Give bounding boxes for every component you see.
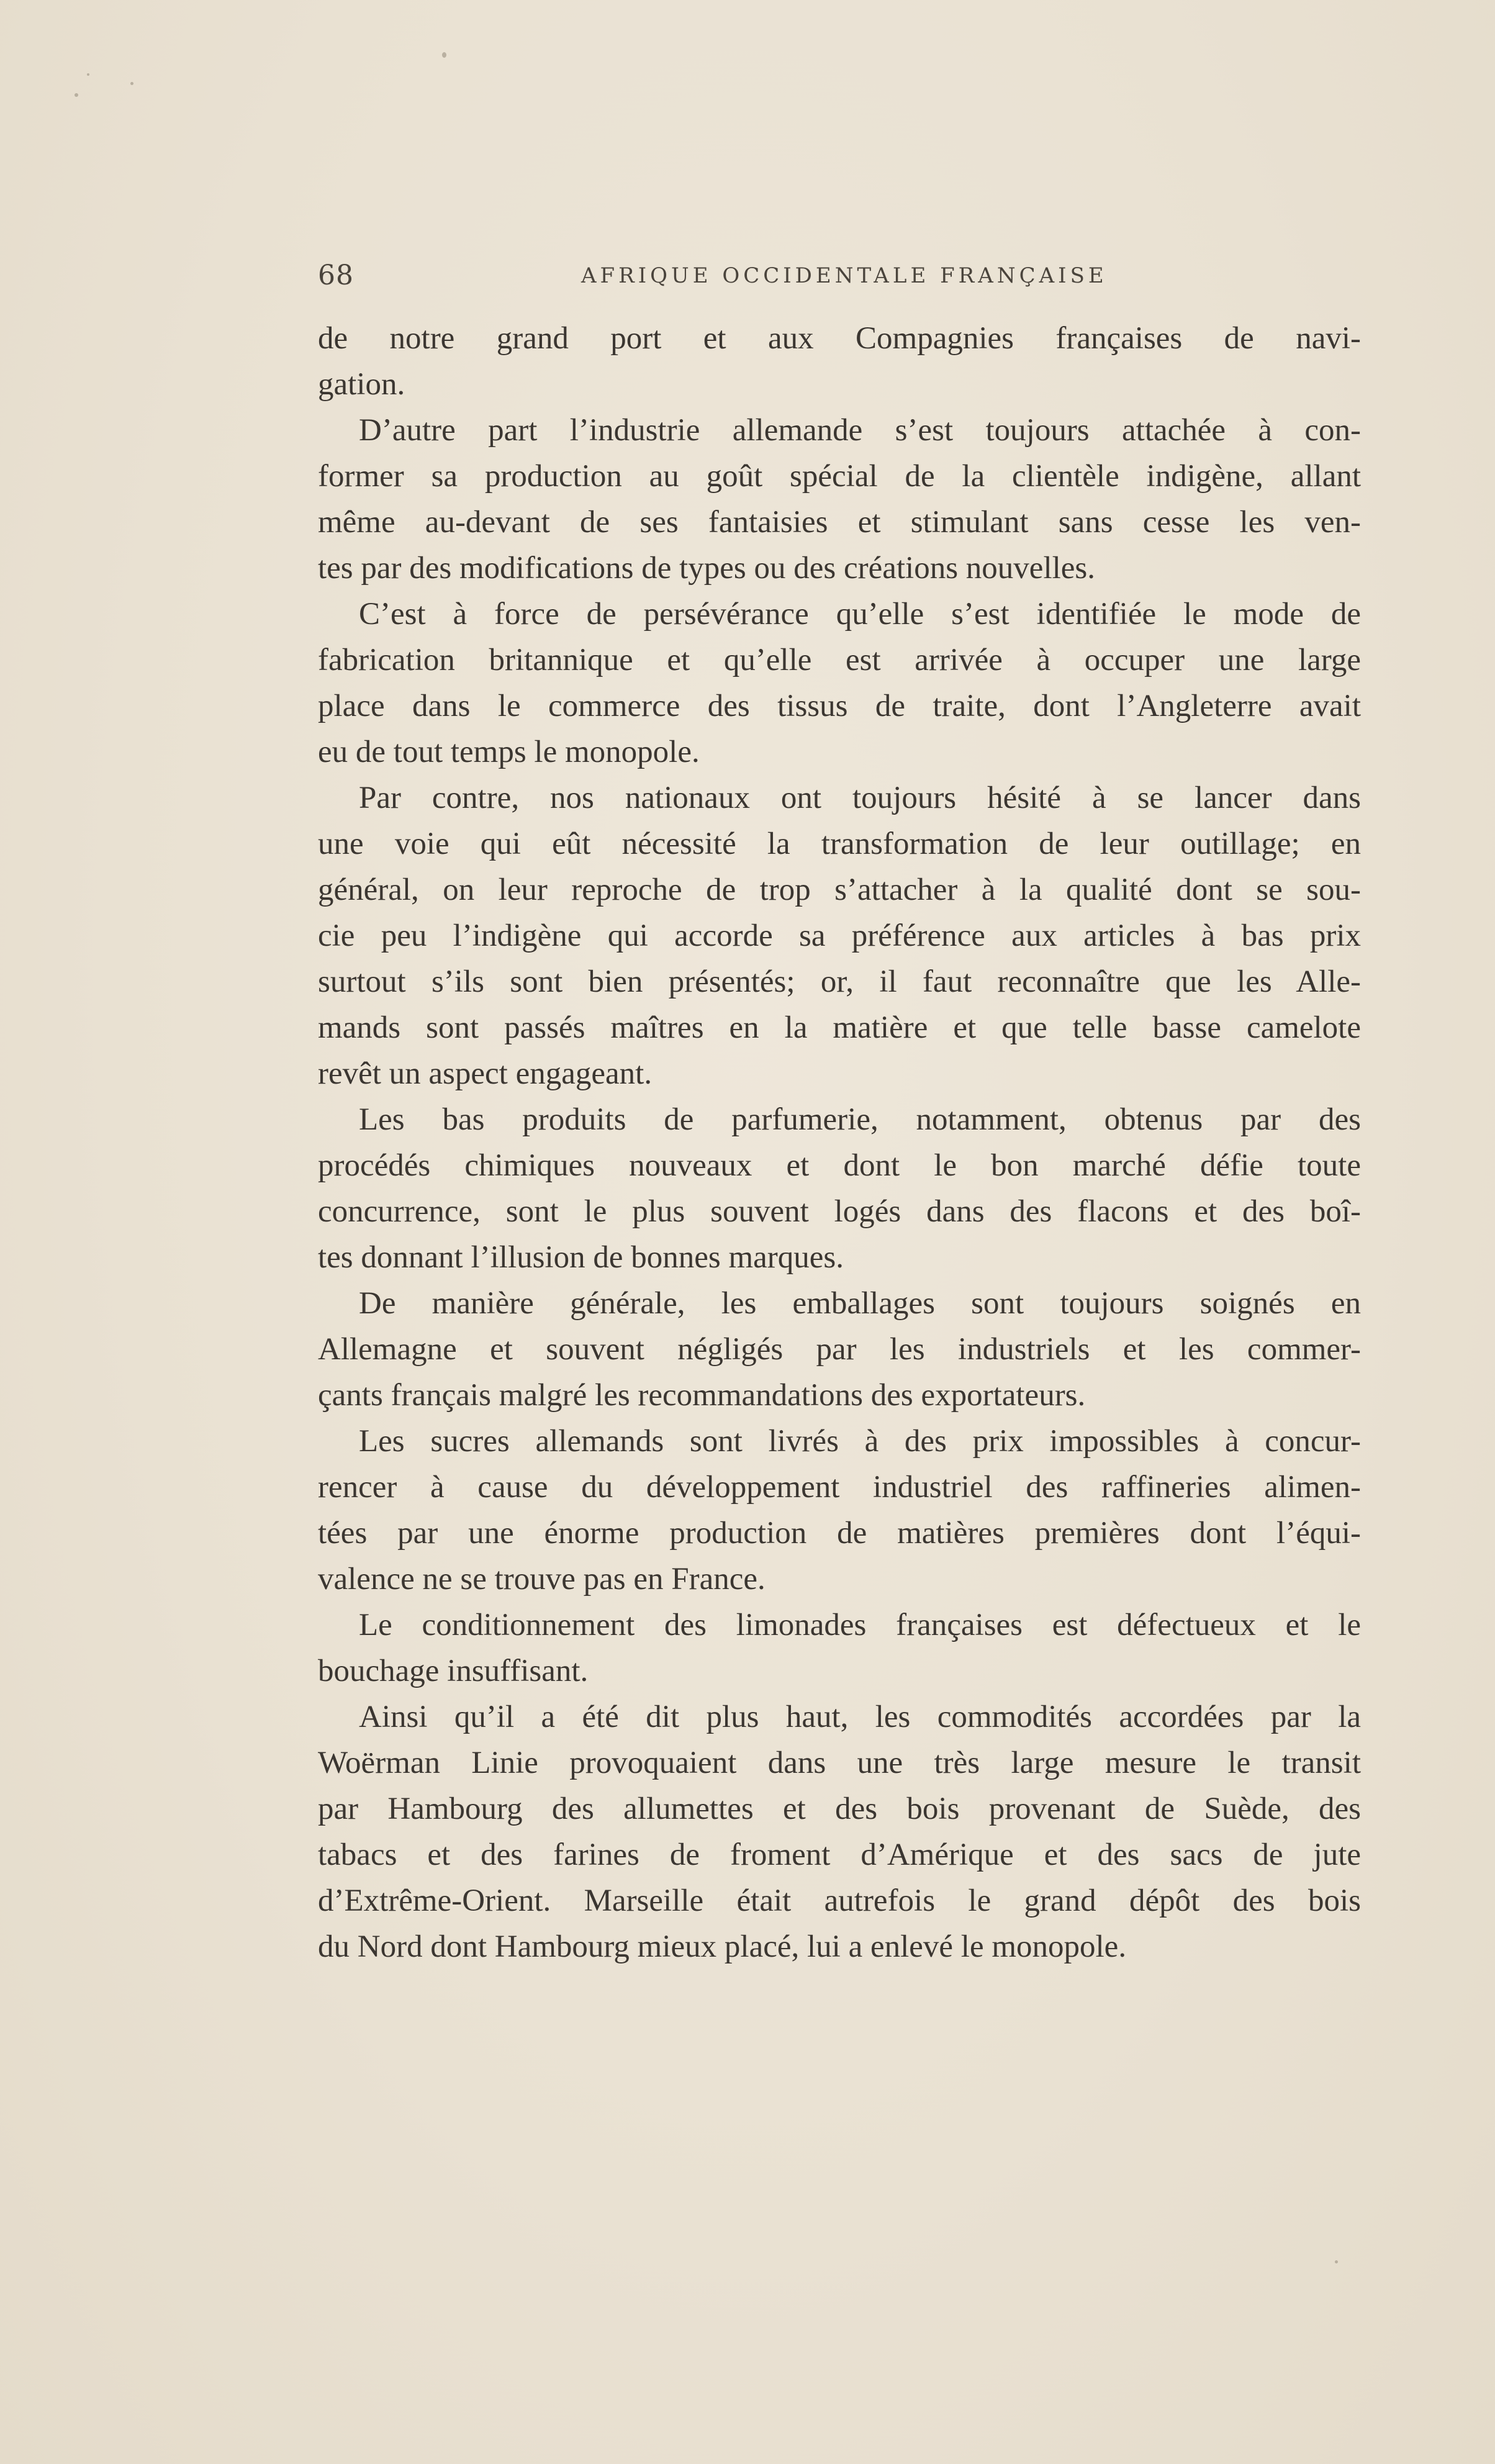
paragraph [318,315,1361,407]
paragraph [318,1694,1361,1970]
body-text [318,315,1361,1970]
text-line: revêt un aspect engageant. [318,1056,653,1091]
paper-speck [87,73,89,76]
paragraph [318,591,1361,775]
paragraph [318,407,1361,591]
text-line: Les sucres allemands sont livrés à des prix impossibles à concur- [359,1424,1361,1459]
paper-speck [1335,2260,1338,2263]
text-line: Les bas produits de parfumerie, notamment, obtenus par des [359,1102,1361,1137]
paper-speck [442,52,446,58]
paragraph [318,1418,1361,1602]
paper-speck [75,93,78,97]
text-line: fabrication britannique et qu’elle est arrivée à occuper une large [318,643,1361,677]
text-line: D’autre part l’industrie allemande s’est toujours attachée à con- [359,413,1361,448]
paragraph [318,1602,1361,1694]
text-line: général, on leur reproche de trop s’attacher à la qualité dont se sou- [318,872,1361,907]
text-line: De manière générale, les emballages sont toujours soignés en [359,1286,1361,1321]
paragraph [318,1280,1361,1418]
text-line: çants français malgré les recommandations des exportateurs. [318,1378,1086,1413]
paper-speck [130,82,133,85]
paragraph [318,775,1361,1097]
text-line: Par contre, nos nationaux ont toujours hésité à se lancer dans [359,781,1361,815]
text-line: de notre grand port et aux Compagnies françaises de navi- [318,321,1361,356]
text-line: Le conditionnement des limonades françaises est défectueux et le [359,1608,1361,1642]
text-line: tées par une énorme production de matières premières dont l’équi- [318,1516,1361,1551]
text-line: surtout s’ils sont bien présentés; or, il faut reconnaître que les Alle- [318,964,1361,999]
page-number: 68 [318,260,354,291]
text-line: bouchage insuffisant. [318,1654,589,1688]
text-line: Ainsi qu’il a été dit plus haut, les commodités accordées par la [359,1700,1361,1734]
text-line: tes par des modifications de types ou des créations nouvelles. [318,551,1096,586]
text-line: du Nord dont Hambourg mieux placé, lui a enlevé le monopole. [318,1929,1127,1964]
text-line: tabacs et des farines de froment d’Amérique et des sacs de jute [318,1837,1361,1872]
page-header [318,260,1361,297]
text-line: d’Extrême-Orient. Marseille était autrefois le grand dépôt des bois [318,1883,1361,1918]
text-line: par Hambourg des allumettes et des bois provenant de Suède, des [318,1791,1361,1826]
running-title: AFRIQUE OCCIDENTALE FRANÇAISE [581,263,1108,288]
text-line: tes donnant l’illusion de bonnes marques. [318,1240,844,1275]
text-line: procédés chimiques nouveaux et dont le bon marché défie toute [318,1148,1361,1183]
text-line: Woërman Linie provoquaient dans une très large mesure le transit [318,1746,1361,1780]
text-line: une voie qui eût nécessité la transformation de leur outillage; en [318,827,1361,861]
paragraph [318,1097,1361,1280]
text-line: rencer à cause du développement industriel des raffineries alimen- [318,1470,1361,1505]
text-line: même au-devant de ses fantaisies et stimulant sans cesse les ven- [318,505,1361,540]
text-line: former sa production au goût spécial de la clientèle indigène, allant [318,459,1361,494]
text-line: eu de tout temps le monopole. [318,735,700,769]
text-line: concurrence, sont le plus souvent logés dans des flacons et des boî- [318,1194,1361,1229]
text-line: Allemagne et souvent négligés par les industriels et les commer- [318,1332,1361,1367]
text-line: valence ne se trouve pas en France. [318,1562,766,1597]
text-line: mands sont passés maîtres en la matière et que telle basse camelote [318,1010,1361,1045]
text-line: C’est à force de persévérance qu’elle s’est identifiée le mode de [359,597,1361,632]
text-line: gation. [318,367,405,402]
text-line: place dans le commerce des tissus de traite, dont l’Angleterre avait [318,689,1361,723]
text-line: cie peu l’indigène qui accorde sa préférence aux articles à bas prix [318,918,1361,953]
